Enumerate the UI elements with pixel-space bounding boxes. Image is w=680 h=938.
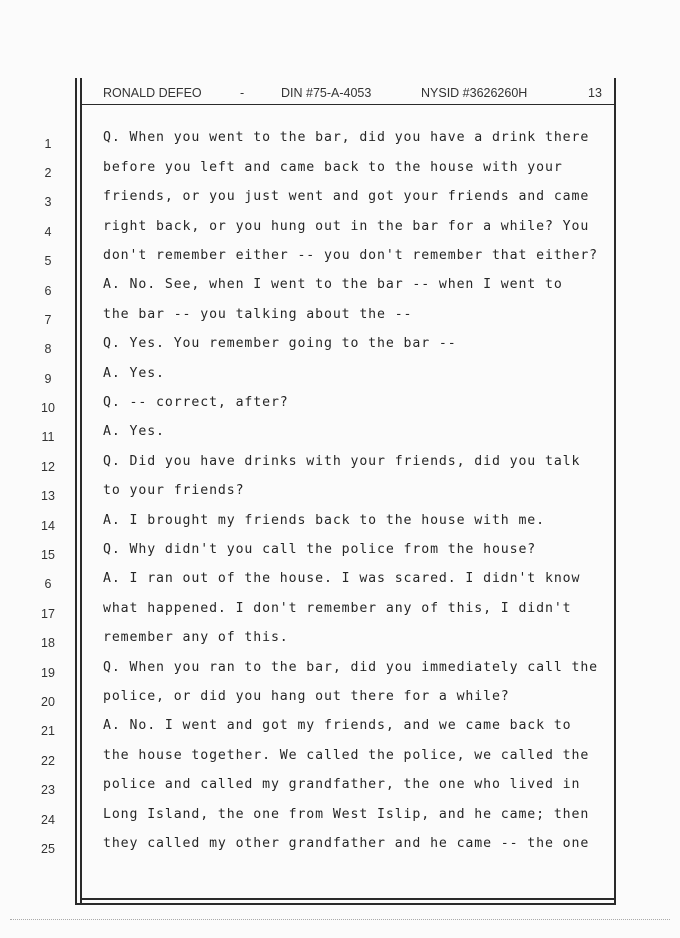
transcript-line: Q. -- correct, after? xyxy=(103,395,289,410)
line-number: 10 xyxy=(41,401,55,415)
transcript-line: Q. Why didn't you call the police from the house? xyxy=(103,542,537,557)
line-number: 25 xyxy=(41,842,55,856)
line-number: 6 xyxy=(44,284,52,298)
transcript-line: right back, or you hung out in the bar for a while? You xyxy=(103,219,590,234)
line-number: 7 xyxy=(44,313,52,327)
transcript-line: A. No. See, when I went to the bar -- when I went to xyxy=(103,277,563,292)
transcript-line: the bar -- you talking about the -- xyxy=(103,307,413,322)
transcript-line: remember any of this. xyxy=(103,630,289,645)
transcript-line: they called my other grandfather and he came -- the one xyxy=(103,836,590,851)
transcript-line: A. I brought my friends back to the house with me. xyxy=(103,513,545,528)
transcript-line: A. Yes. xyxy=(103,366,165,381)
right-margin-rule xyxy=(614,78,616,905)
line-number: 23 xyxy=(41,783,55,797)
line-number: 12 xyxy=(41,460,55,474)
transcript-line: police and called my grandfather, the one who lived in xyxy=(103,777,581,792)
transcript-line: don't remember either -- you don't remember that either? xyxy=(103,248,599,263)
line-number: 11 xyxy=(41,430,55,444)
line-number: 21 xyxy=(41,724,55,738)
line-number: 1 xyxy=(44,137,52,151)
header-separator: - xyxy=(240,86,245,100)
bottom-rule-lower xyxy=(75,903,615,905)
line-number: 8 xyxy=(44,342,52,356)
transcript-line: A. Yes. xyxy=(103,424,165,439)
din-number: DIN #75-A-4053 xyxy=(281,86,372,100)
scan-edge-dotted-line xyxy=(10,919,670,920)
page-header xyxy=(103,86,613,102)
bottom-rule-upper xyxy=(80,898,615,900)
line-number: 4 xyxy=(44,225,52,239)
line-number: 19 xyxy=(41,666,55,680)
transcript-line: Q. Did you have drinks with your friends, did you talk xyxy=(103,454,581,469)
line-number: 24 xyxy=(41,813,55,827)
transcript-line: Q. Yes. You remember going to the bar -- xyxy=(103,336,457,351)
page-number: 13 xyxy=(588,86,602,100)
header-rule xyxy=(80,104,615,105)
line-number: 22 xyxy=(41,754,55,768)
nysid-number: NYSID #3626260H xyxy=(421,86,528,100)
line-number: 5 xyxy=(44,254,52,268)
transcript-line: Q. When you went to the bar, did you have a drink there xyxy=(103,130,590,145)
line-number: 6 xyxy=(44,577,52,591)
transcript-line: A. No. I went and got my friends, and we came back to xyxy=(103,718,572,733)
line-number: 3 xyxy=(44,195,52,209)
line-number: 9 xyxy=(44,372,52,386)
transcript-line: police, or did you hang out there for a while? xyxy=(103,689,510,704)
line-number: 2 xyxy=(44,166,52,180)
transcript-line: Long Island, the one from West Islip, and he came; then xyxy=(103,807,590,822)
line-number: 14 xyxy=(41,519,55,533)
transcript-line: the house together. We called the police, we called the xyxy=(103,748,590,763)
transcript-line: what happened. I don't remember any of this, I didn't xyxy=(103,601,572,616)
line-number: 20 xyxy=(41,695,55,709)
line-number: 15 xyxy=(41,548,55,562)
transcript-line: before you left and came back to the house with your xyxy=(103,160,563,175)
transcript-line: to your friends? xyxy=(103,483,245,498)
line-number: 13 xyxy=(41,489,55,503)
left-margin-rule-outer xyxy=(75,78,77,905)
transcript-line: A. I ran out of the house. I was scared. I didn't know xyxy=(103,571,581,586)
left-margin-rule-inner xyxy=(80,78,82,905)
line-number: 18 xyxy=(41,636,55,650)
line-number: 17 xyxy=(41,607,55,621)
transcript-line: Q. When you ran to the bar, did you immediately call the xyxy=(103,660,599,675)
witness-name: RONALD DEFEO xyxy=(103,86,202,100)
transcript-line: friends, or you just went and got your friends and came xyxy=(103,189,590,204)
